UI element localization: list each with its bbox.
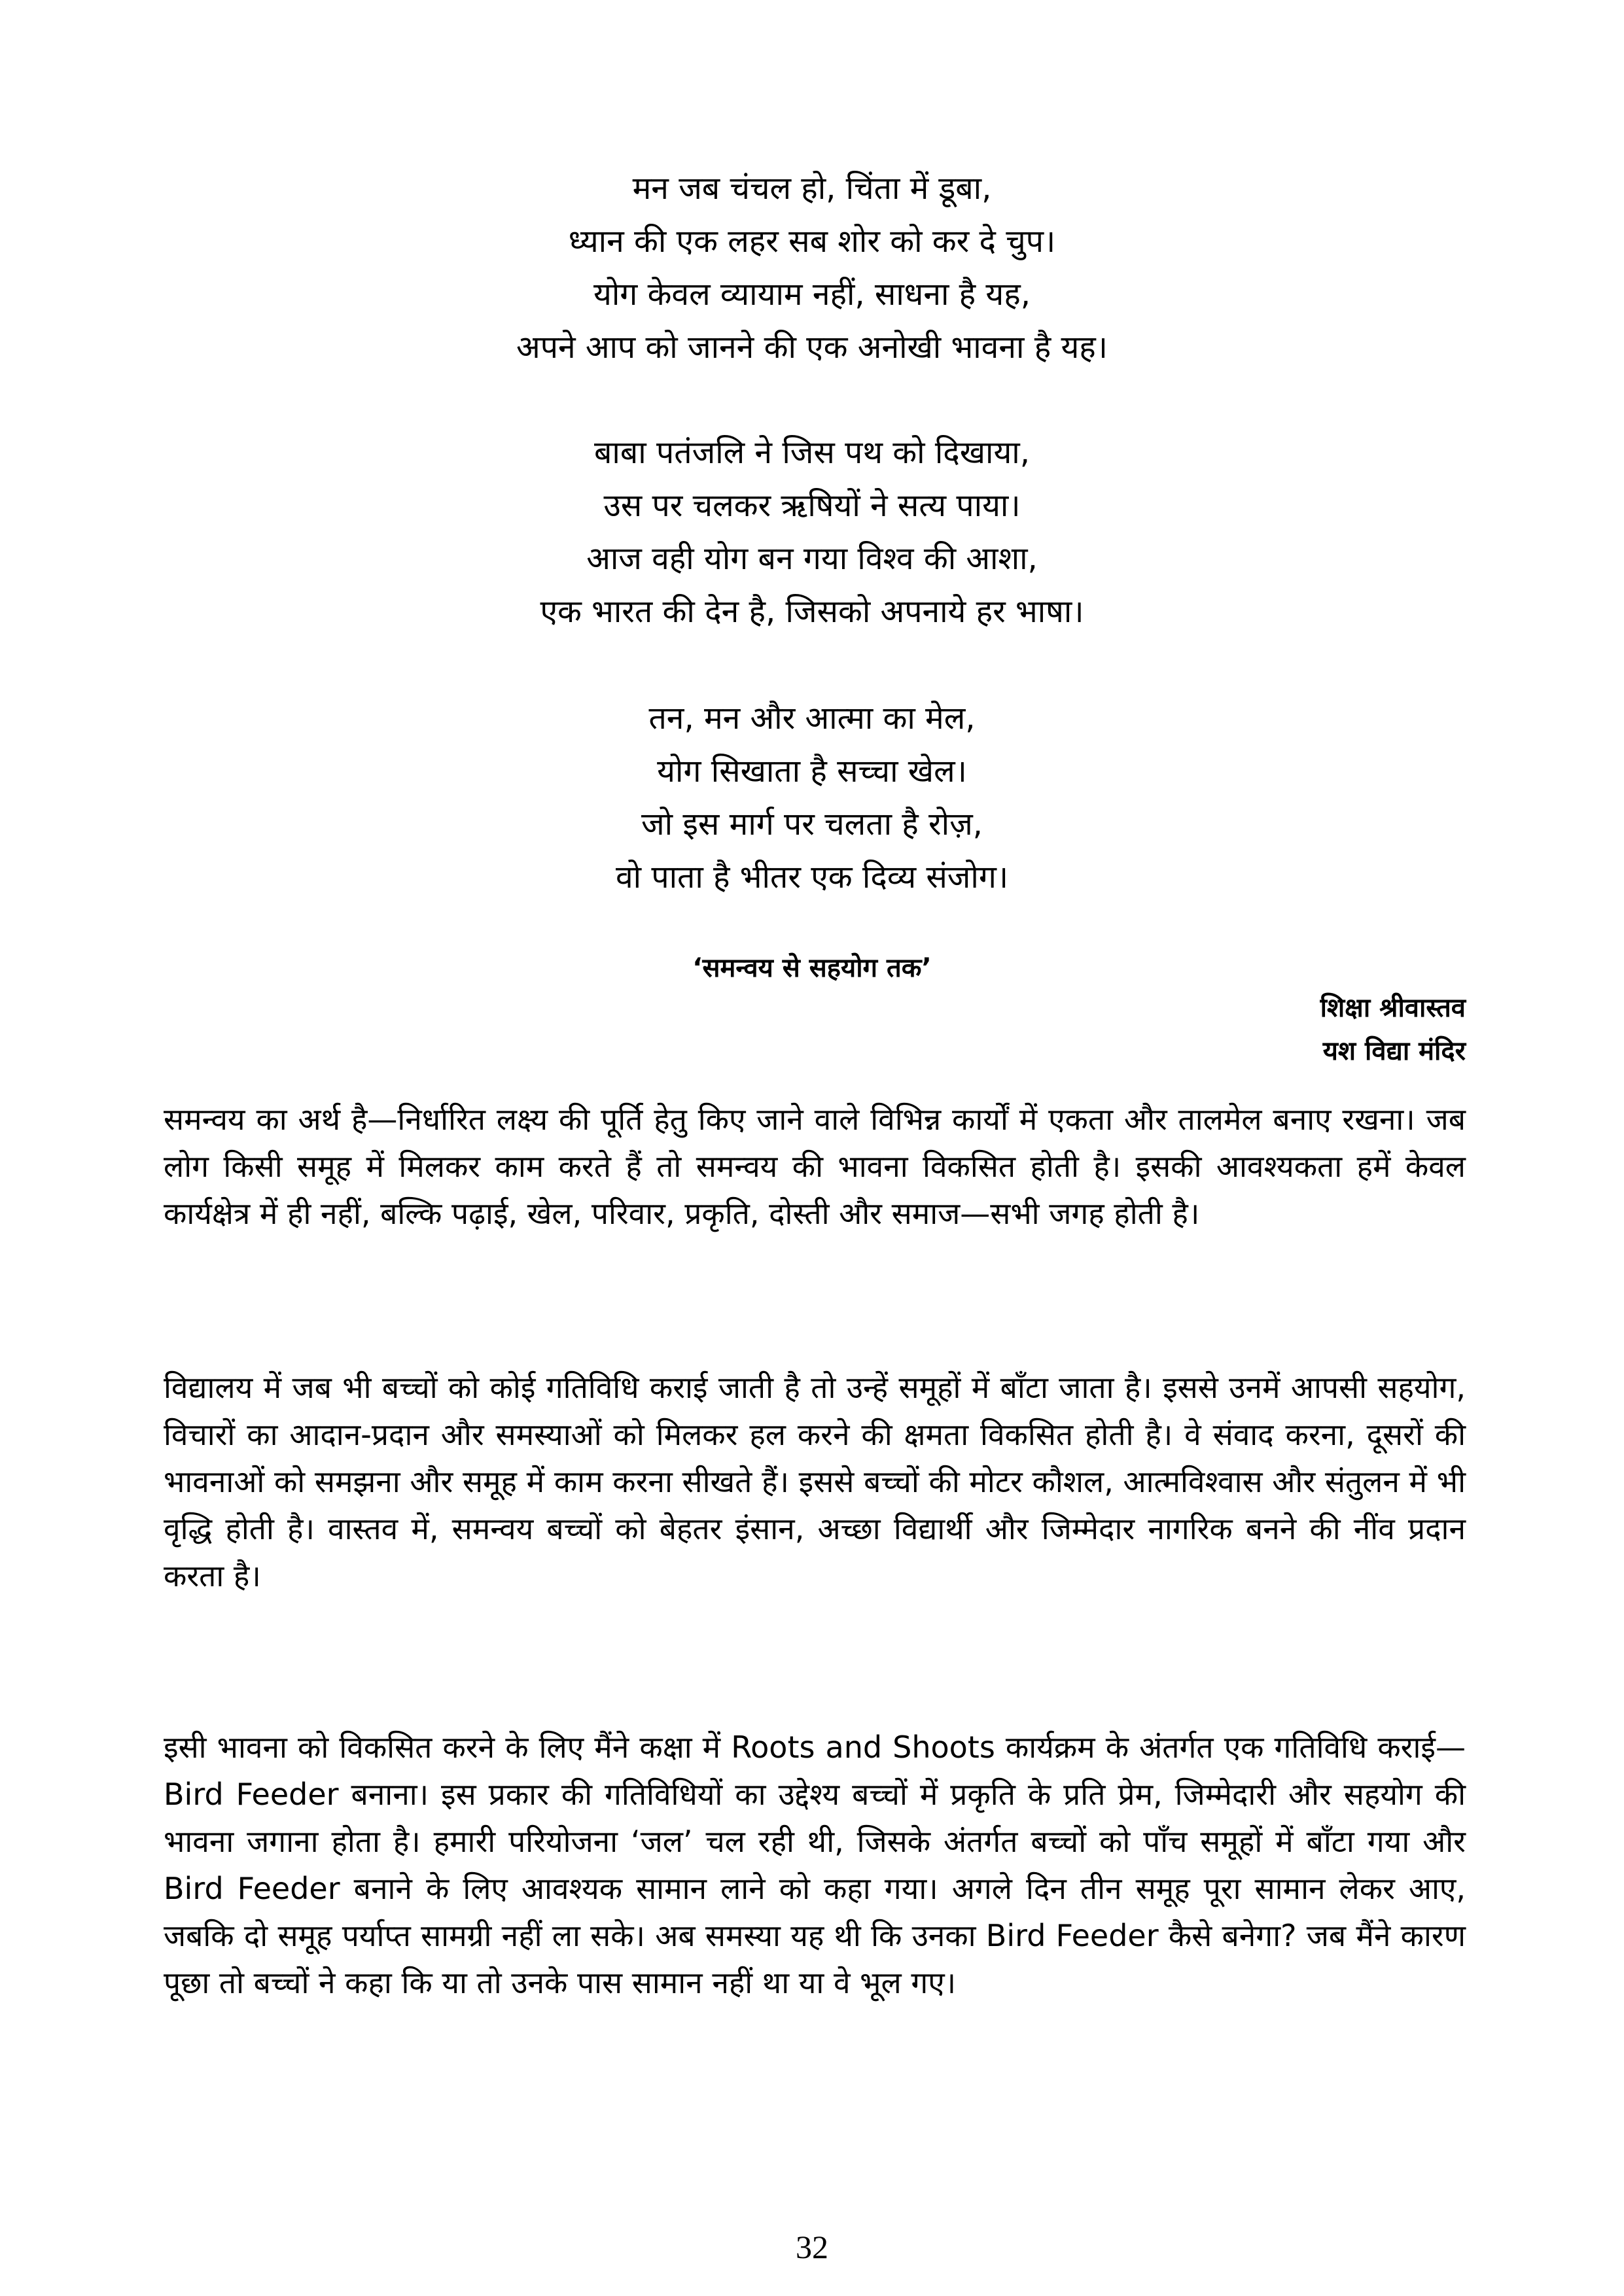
poem-line: मन जब चंचल हो, चिंता में डूबा,	[632, 170, 992, 207]
poem-line: तन, मन और आत्मा का मेल,	[648, 700, 976, 737]
poem-line: योग केवल व्यायाम नहीं, साधना है यह,	[593, 276, 1031, 313]
article-paragraph: समन्वय का अर्थ है—निर्धारित लक्ष्य की पूर्ति हेतु किए जाने वाले विभिन्न कार्यों में एकता और तालमेल बनाए रखना। जब लोग किसी समूह में मिलकर काम करते हैं तो समन्वय की भावना विकसित होती है। इसकी आवश्यकता हमें केवल कार्यक्षेत्र में ही नहीं, बल्कि पढ़ाई, खेल, परिवार, प्रकृति, दोस्ती और समाज—सभी जगह होती है।	[164, 1102, 1466, 1231]
poem-line: जो इस मार्ग पर चलता है रोज़,	[641, 806, 983, 843]
byline	[1320, 986, 1466, 1073]
poem-stanza	[0, 162, 1624, 374]
poem-stanza	[0, 692, 1624, 904]
page-number: 32	[796, 2229, 828, 2265]
poem-line: अपने आप को जानने की एक अनोखी भावना है यह।	[516, 329, 1108, 366]
poem-line: उस पर चलकर ऋषियों ने सत्य पाया।	[603, 487, 1021, 524]
poem-line: बाबा पतंजलि ने जिस पथ को दिखाया,	[594, 434, 1030, 471]
poem-line: वो पाता है भीतर एक दिव्य संजोग।	[615, 859, 1009, 896]
article-paragraph: इसी भावना को विकसित करने के लिए मैंने कक्षा में Roots and Shoots कार्यक्रम के अंतर्गत एक गतिविधि कराई—Bird Feeder बनाना। इस प्रकार की गतिविधियों का उद्देश्य बच्चों में प्रकृति के प्रति प्रेम, जिम्मेदारी और सहयोग की भावना जगाना होता है। हमारी परियोजना ‘जल’ चल रही थी, जिसके अंतर्गत बच्चों को पाँच समूहों में बाँटा गया और Bird Feeder बनाने के लिए आवश्यक सामान लाने को कहा गया। अगले दिन तीन समूह पूरा सामान लेकर आए, जबकि दो समूह पर्याप्त सामग्री नहीं ला सके। अब समस्या यह थी कि उनका Bird Feeder कैसे बनेगा? जब मैंने कारण पूछा तो बच्चों ने कहा कि या तो उनके पास सामान नहीं था या वे भूल गए।	[164, 1730, 1466, 2000]
article-title: ‘समन्वय से सहयोग तक’	[692, 953, 932, 983]
article-paragraph: विद्यालय में जब भी बच्चों को कोई गतिविधि कराई जाती है तो उन्हें समूहों में बाँटा जाता है। इससे उनमें आपसी सहयोग, विचारों का आदान-प्रदान और समस्याओं को मिलकर हल करने की क्षमता विकसित होती है। वे संवाद करना, दूसरों की भावनाओं को समझना और समूह में काम करना सीखते हैं। इससे बच्चों की मोटर कौशल, आत्मविश्वास और संतुलन में भी वृद्धि होती है। वास्तव में, समन्वय बच्चों को बेहतर इंसान, अच्छा विद्यार्थी और जिम्मेदार नागरिक बनने की नींव प्रदान करता है।	[164, 1370, 1466, 1593]
poem-line: ध्यान की एक लहर सब शोर को कर दे चुप।	[568, 223, 1056, 260]
poem-stanza	[0, 426, 1624, 638]
poem-line: आज वही योग बन गया विश्व की आशा,	[586, 540, 1038, 577]
school-name: यश विद्या मंदिर	[1322, 1036, 1466, 1066]
poem-line: योग सिखाता है सच्चा खेल।	[657, 753, 967, 790]
poem-line: एक भारत की देन है, जिसको अपनाये हर भाषा।	[540, 593, 1084, 630]
author-name: शिक्षा श्रीवास्तव	[1320, 993, 1466, 1023]
